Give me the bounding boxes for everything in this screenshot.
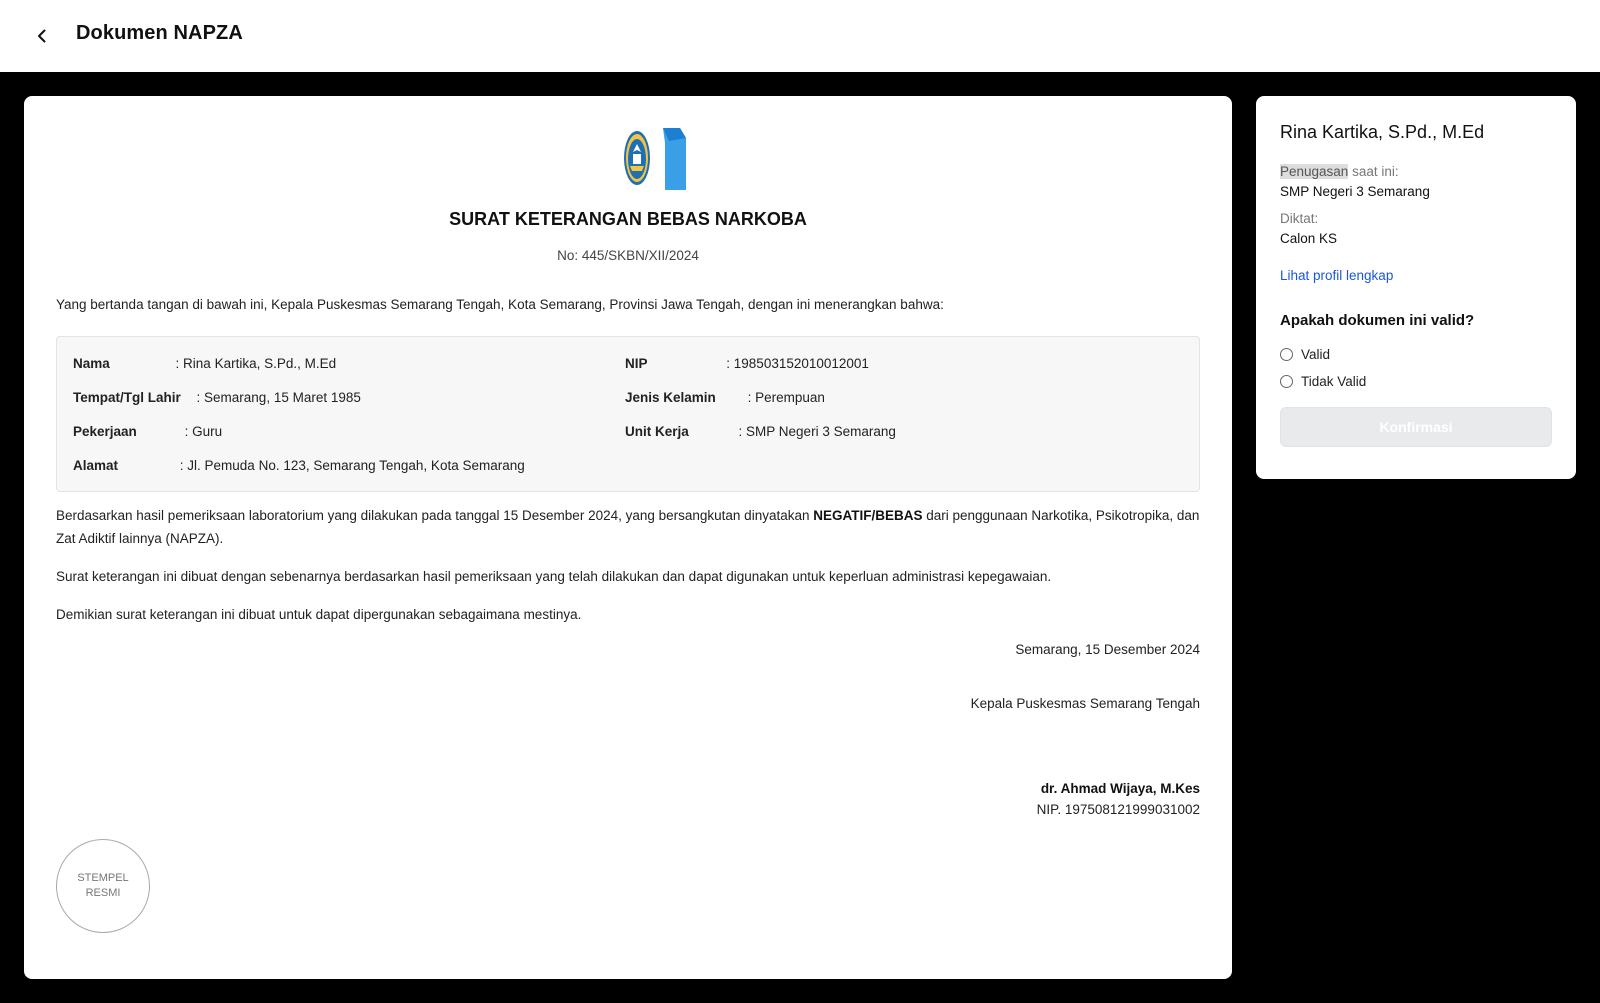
field-value: : Rina Kartika, S.Pd., M.Ed xyxy=(175,356,337,371)
radio-label: Valid xyxy=(1301,347,1331,362)
assignment-label-rest: saat ini: xyxy=(1348,164,1399,179)
field-label: NIP xyxy=(625,356,648,371)
document-title: SURAT KETERANGAN BEBAS NARKOBA xyxy=(449,209,807,229)
field-value: : 198503152010012001 xyxy=(726,356,869,371)
intro-paragraph: Yang bertanda tangan di bawah ini, Kepala Puskesmas Semarang Tengah, Kota Semarang, Provinsi Jawa Tengah, dengan ini menerangkan bahwa: xyxy=(56,297,944,312)
radio-button[interactable] xyxy=(1280,348,1293,361)
field-jenis-kelamin xyxy=(625,390,825,405)
radio-button[interactable] xyxy=(1280,375,1293,388)
result-status: NEGATIF/BEBAS xyxy=(813,508,923,523)
result-text-after: dari penggunaan Narkotika, Psikotropika, dan Zat Adiktif lainnya (NAPZA). xyxy=(56,508,1200,546)
official-stamp xyxy=(56,839,150,933)
result-paragraph xyxy=(56,504,1200,550)
validation-panel xyxy=(1256,96,1576,479)
field-value: : Semarang, 15 Maret 1985 xyxy=(196,390,361,405)
field-label: Tempat/Tgl Lahir xyxy=(73,390,181,405)
stamp-text-line2: RESMI xyxy=(85,887,121,899)
person-name: Rina Kartika, S.Pd., M.Ed xyxy=(1280,122,1485,142)
radio-option-tidak-valid[interactable] xyxy=(1280,374,1366,389)
radio-option-valid[interactable] xyxy=(1280,347,1330,362)
field-nama xyxy=(73,356,336,371)
field-label: Unit Kerja xyxy=(625,424,689,439)
closing-paragraph: Demikian surat keterangan ini dibuat untuk dapat dipergunakan sebagaimana mestinya. xyxy=(56,607,582,622)
field-value: : Guru xyxy=(184,424,223,439)
field-label: Pekerjaan xyxy=(73,424,137,439)
page-title: Dokumen NAPZA xyxy=(76,22,243,44)
document-viewer xyxy=(24,96,1232,979)
top-bar xyxy=(0,0,1600,72)
assignment-label xyxy=(1280,164,1399,179)
stamp-text-line1: STEMPEL xyxy=(77,872,129,884)
signer-position: Kepala Puskesmas Semarang Tengah xyxy=(970,696,1200,711)
confirm-button[interactable]: Konfirmasi xyxy=(1280,407,1552,447)
field-alamat xyxy=(73,458,525,473)
field-value: : Perempuan xyxy=(747,390,825,405)
field-label: Jenis Kelamin xyxy=(625,390,716,405)
purpose-paragraph: Surat keterangan ini dibuat dengan sebenarnya berdasarkan hasil pemeriksaan yang telah dilakukan dan dapat digunakan untuk keperluan administrasi kepegawaian. xyxy=(56,569,1052,584)
validity-question: Apakah dokumen ini valid? xyxy=(1280,312,1475,329)
radio-label: Tidak Valid xyxy=(1301,374,1367,389)
diktat-label: Diktat: xyxy=(1280,211,1319,226)
field-label: Nama xyxy=(73,356,110,371)
result-text-before: Berdasarkan hasil pemeriksaan laboratorium yang dilakukan pada tanggal 15 Desember 2024, yang bersangkutan dinyatakan xyxy=(56,508,814,523)
personal-info-box xyxy=(56,336,1200,492)
field-value: : SMP Negeri 3 Semarang xyxy=(738,424,896,439)
diktat-value: Calon KS xyxy=(1280,231,1338,246)
document-number: No: 445/SKBN/XII/2024 xyxy=(557,248,699,263)
back-button[interactable] xyxy=(28,22,56,50)
field-value: : Jl. Pemuda No. 123, Semarang Tengah, Kota Semarang xyxy=(179,458,525,473)
chevron-left-icon xyxy=(34,28,50,44)
field-label: Alamat xyxy=(73,458,119,473)
field-ttl xyxy=(73,390,361,405)
field-unit-kerja xyxy=(625,424,896,439)
ministry-logo xyxy=(620,128,688,192)
field-pekerjaan xyxy=(73,424,222,439)
signer-name: dr. Ahmad Wijaya, M.Kes xyxy=(1040,781,1200,796)
place-date: Semarang, 15 Desember 2024 xyxy=(1015,642,1200,657)
assignment-value: SMP Negeri 3 Semarang xyxy=(1280,184,1430,199)
field-nip xyxy=(625,356,869,371)
view-profile-link[interactable]: Lihat profil lengkap xyxy=(1280,268,1394,283)
signer-nip: NIP. 197508121999031002 xyxy=(1036,802,1200,817)
assignment-label-highlight: Penugasan xyxy=(1280,164,1349,179)
